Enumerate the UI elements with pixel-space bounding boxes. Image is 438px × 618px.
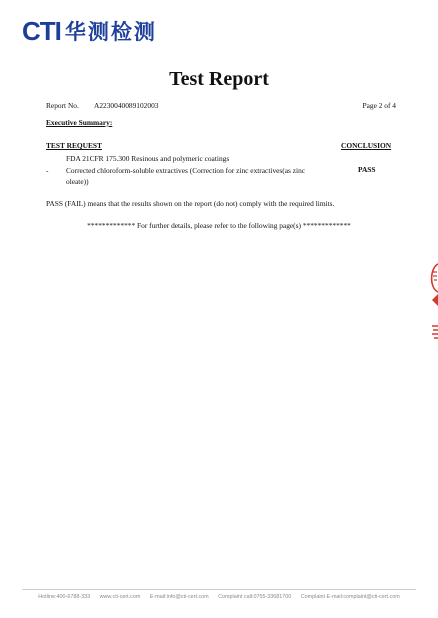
executive-summary-heading: Executive Summary:	[46, 118, 113, 127]
test-request-header: TEST REQUEST	[46, 141, 102, 150]
footer-divider	[22, 589, 416, 590]
conclusion-result: PASS	[358, 165, 376, 174]
footer-website[interactable]: www.cti-cert.com	[99, 594, 141, 600]
test-request-standard: FDA 21CFR 175.300 Resinous and polymeric coatings	[66, 154, 230, 163]
stamp-fragment-icon	[426, 262, 438, 352]
page-footer	[0, 593, 438, 601]
footer-complaint-call: Complaint call:0755-33681700	[218, 594, 292, 600]
page-number: Page 2 of 4	[362, 101, 396, 110]
page-title: Test Report	[169, 68, 269, 90]
logo-cti-text: CTI	[22, 16, 61, 46]
list-dash: -	[46, 166, 49, 175]
conclusion-header: CONCLUSION	[341, 141, 392, 150]
footer-complaint-email[interactable]: Complaint E-mail:complaint@cti-cert.com	[300, 594, 400, 600]
further-details-note: ************* For further details, please refer to the following page(s) *************	[87, 221, 351, 230]
pass-fail-note: PASS (FAIL) means that the results shown on the report (do not) comply with the required limits.	[46, 199, 335, 208]
footer-hotline: Hotline:400-6788-333	[38, 594, 91, 600]
report-number-label: Report No.	[46, 101, 79, 110]
company-logo	[22, 18, 157, 44]
report-number-value: A2230040089102003	[94, 101, 159, 110]
footer-email[interactable]: E-mail:info@cti-cert.com	[149, 594, 209, 600]
test-request-item: Corrected chloroform-soluble extractives (Correction for zinc extractives(as zinc oleate))	[66, 166, 306, 186]
logo-chinese-text: 华测检测	[64, 20, 157, 44]
